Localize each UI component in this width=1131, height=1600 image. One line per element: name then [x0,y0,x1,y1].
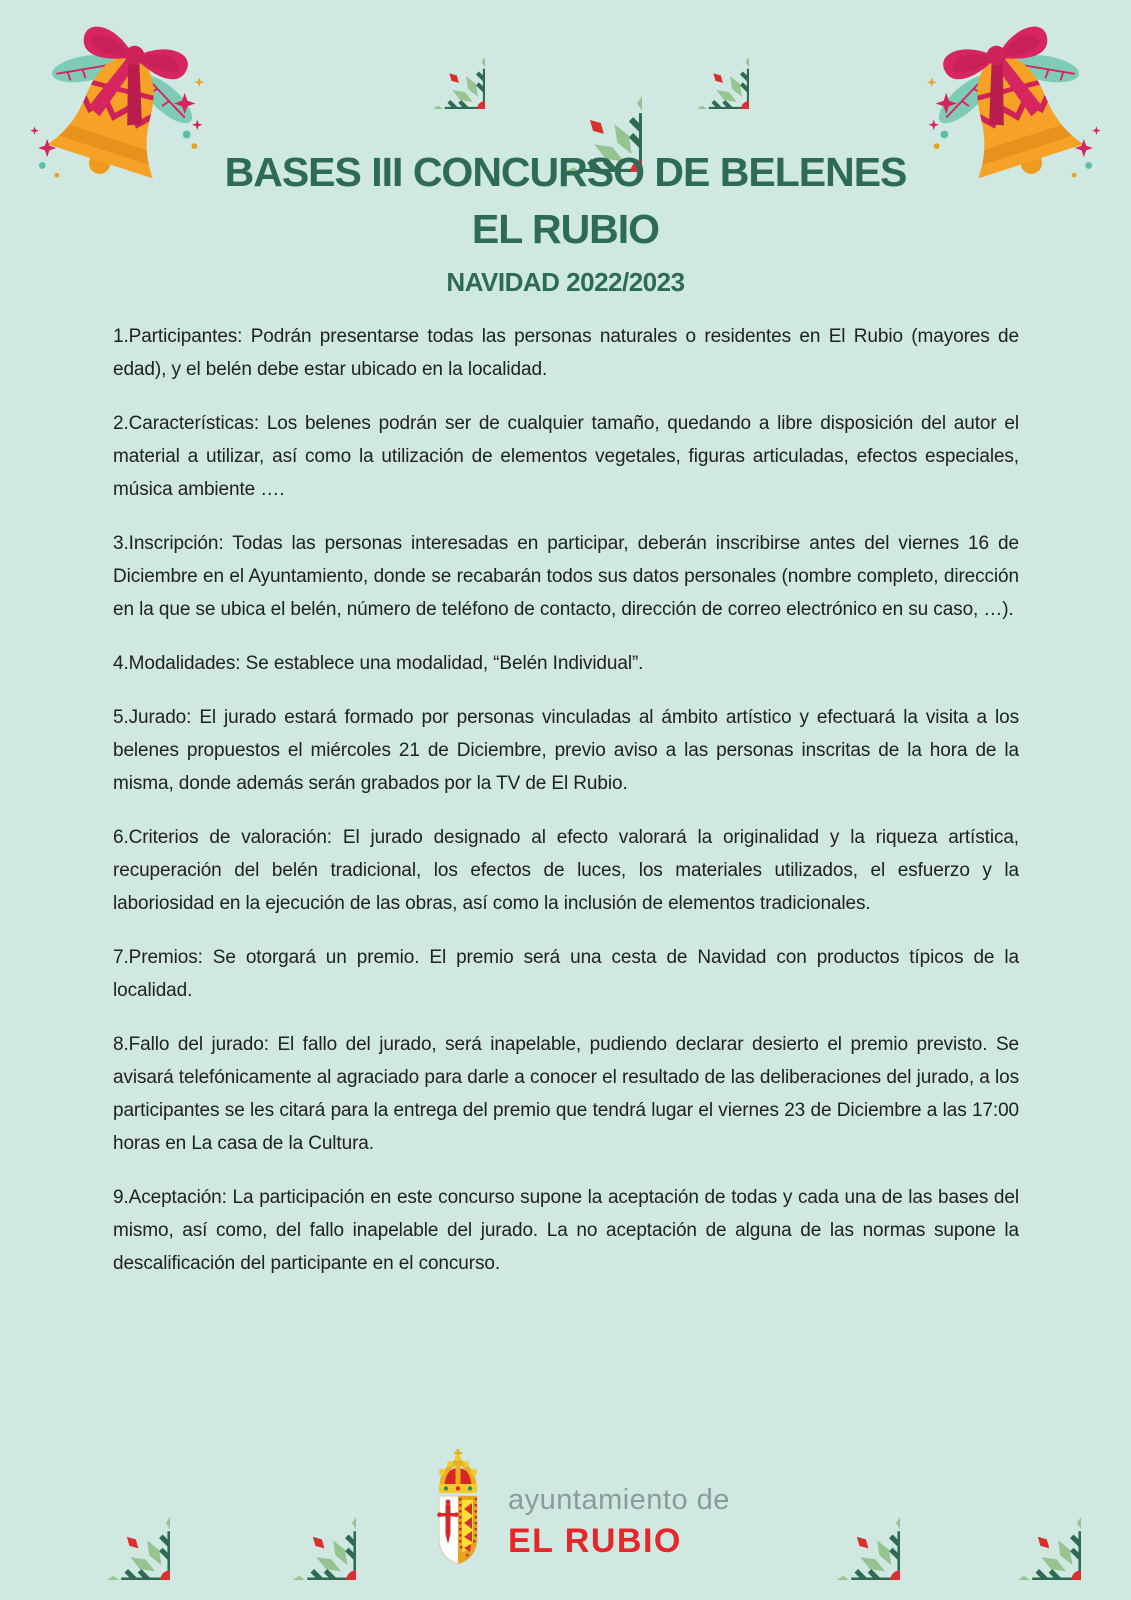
rule-aceptacion: 9.Aceptación: La participación en este concurso supone la aceptación de todas y cada una de las bases del mismo, así como, del fallo inapelable del jurado. La no aceptación de alguna de las normas supone la descalificación del participante en el concurso. [113,1187,1019,1274]
poster-header [0,149,1131,298]
rule-criterios: 6.Criterios de valoración: El jurado designado al efecto valorará la originalidad y la riqueza artística, recuperación del belén tradicional, los efectos de luces, los materiales utilizados, el esfuerzo y la laboriosidad en la ejecución de las obras, así como la inclusión de elementos tradicionales. [113,827,1019,914]
rule-premios: 7.Premios: Se otorgará un premio. El premio será una cesta de Navidad con productos típicos de la localidad. [113,947,1019,1001]
poster-title-line2: EL RUBIO [471,206,660,252]
rule-jurado: 5.Jurado: El jurado estará formado por personas vinculadas al ámbito artístico y efectuará la visita a los belenes propuestos el miércoles 21 de Diciembre, previo aviso a las personas inscritas de la hora de la misma, donde además serán grabados por la TV de El Rubio. [113,707,1019,794]
town-hall-logo [508,1484,730,1561]
logo-text-el-rubio: EL RUBIO [508,1522,682,1560]
poster-subtitle: NAVIDAD 2022/2023 [446,267,685,297]
poster-title-line1: BASES III CONCURSO DE BELENES [224,149,907,195]
town-crest-icon [422,1446,494,1574]
rule-participantes: 1.Participantes: Podrán presentarse todas las personas naturales o residentes en El Rubio (mayores de edad), y el belén debe estar ubicado en la localidad. [113,326,1019,380]
logo-text-ayuntamiento: ayuntamiento de [508,1484,730,1516]
snowflake-icon [955,1454,1081,1580]
snowflake-icon [230,1454,356,1580]
rule-fallo-jurado: 8.Fallo del jurado: El fallo del jurado, será inapelable, pudiendo declarar desierto el premio previsto. Se avisará telefónicamente al agraciado para darle a conocer el resultado de las deliberaciones del jurado, a los participantes se les citará para la entrega del premio que tendrá lugar el viernes 23 de Diciembre a las 17:00 horas en La casa de la Cultura. [113,1034,1019,1154]
snowflake-icon [774,1454,900,1580]
rule-modalidades: 4.Modalidades: Se establece una modalidad, “Belén Individual”. [113,653,644,674]
contest-rules [113,320,1019,1301]
snowflake-icon [44,1454,170,1580]
rule-caracteristicas: 2.Características: Los belenes podrán ser de cualquier tamaño, quedando a libre disposición del autor el material a utilizar, así como la utilización de elementos vegetales, figuras articuladas, efectos especiales, música ambiente …. [113,413,1019,500]
rule-inscripcion: 3.Inscripción: Todas las personas interesadas en participar, deberán inscribirse antes del viernes 16 de Diciembre en el Ayuntamiento, donde se recabarán todos sus datos personales (nombre completo, dirección en la que se ubica el belén, número de teléfono de contacto, dirección de correo electrónico en su caso, …). [113,533,1019,620]
snowflake-icon [645,5,749,109]
snowflake-icon [381,5,485,109]
